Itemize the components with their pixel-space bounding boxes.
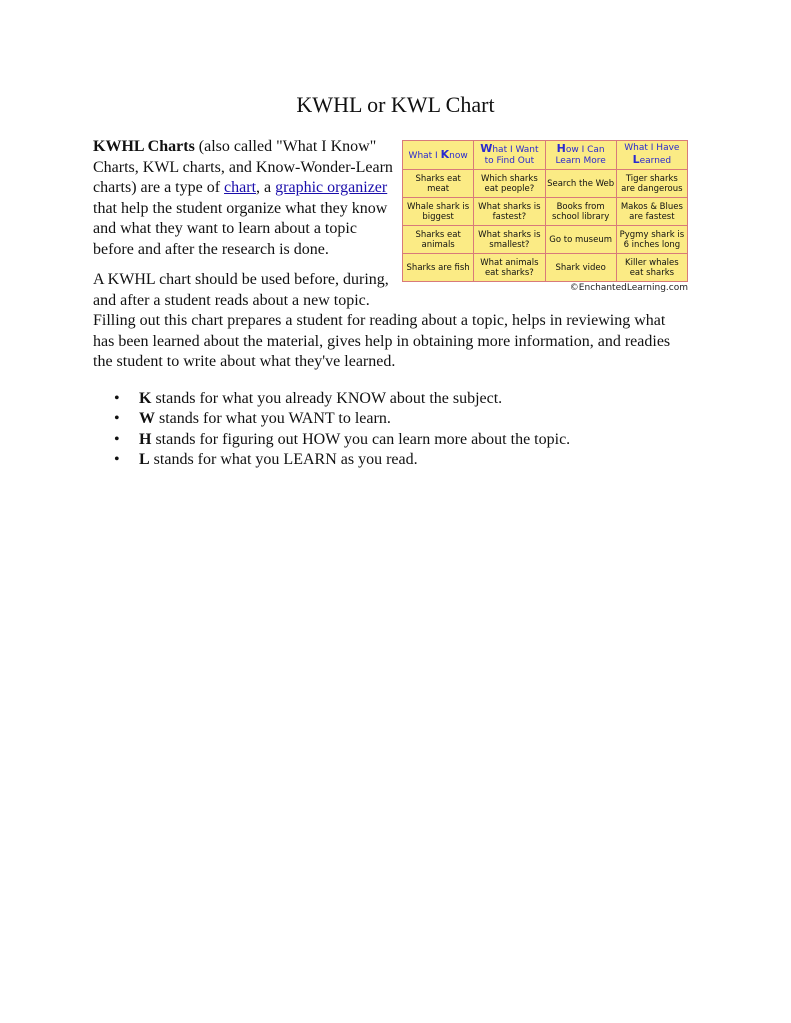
kwhl-cell: Go to museum: [545, 226, 616, 254]
kwhl-cell: What sharks is smallest?: [474, 226, 545, 254]
usage-paragraph: A KWHL chart should be used before, during, and after a student reads about a new topic. Filling out this chart prepares a student for reading about a topic, helps in reviewing what has been learned about the material, gives help in obtaining more information, and readies the student to write about what they've learned.: [93, 271, 671, 370]
kwhl-cell: Tiger sharks are dangerous: [616, 170, 687, 198]
kwhl-cell: Makos & Blues are fastest: [616, 198, 687, 226]
kwhl-chart-table: [402, 140, 688, 282]
intro-term: KWHL Charts: [93, 138, 195, 155]
kwhl-row: [403, 170, 688, 198]
list-item: • K stands for what you already KNOW about the subject.: [93, 389, 678, 410]
kwhl-cell: Killer whales eat sharks: [616, 254, 687, 282]
kwhl-cell: Search the Web: [545, 170, 616, 198]
header-how: How I Can Learn More: [545, 141, 616, 170]
intro-paragraph: KWHL Charts (also called "What I Know" Charts, KWL charts, and Know-Wonder-Learn charts) are a type of chart, a graphic organizer that help the student organize what they know and what they want to learn about a topic before and after the research is done.: [93, 138, 393, 258]
list-item: • H stands for figuring out HOW you can learn more about the topic.: [93, 430, 678, 451]
kwhl-cell: What animals eat sharks?: [474, 254, 545, 282]
kwhl-cell: Sharks eat meat: [403, 170, 474, 198]
bullet-icon: •: [114, 410, 120, 427]
kwhl-cell: Sharks are fish: [403, 254, 474, 282]
chart-link[interactable]: chart: [224, 179, 257, 196]
bullet-icon: •: [114, 451, 120, 468]
kwhl-row: [403, 198, 688, 226]
header-know: What I Know: [403, 141, 474, 170]
header-learned: What I Have Learned: [616, 141, 687, 170]
kwhl-row: [403, 254, 688, 282]
bullet-icon: •: [114, 430, 120, 448]
header-want: What I Want to Find Out: [474, 141, 545, 170]
kwhl-cell: What sharks is fastest?: [474, 198, 545, 226]
kwhl-header-row: [403, 141, 688, 170]
chart-credit: ©EnchantedLearning.com: [569, 283, 688, 293]
kwhl-cell: Whale shark is biggest: [403, 198, 474, 226]
list-item: • W stands for what you WANT to learn.: [93, 409, 678, 430]
article-body: [93, 137, 688, 471]
kwhl-cell: Books from school library: [545, 198, 616, 226]
bullet-icon: •: [114, 389, 120, 407]
list-item: • L stands for what you LEARN as you read.: [93, 450, 678, 471]
kwhl-cell: Shark video: [545, 254, 616, 282]
kwhl-letter-list: [93, 389, 678, 471]
page-title: KWHL or KWL Chart: [296, 92, 495, 117]
kwhl-cell: Pygmy shark is 6 inches long: [616, 226, 687, 254]
kwhl-cell: Which sharks eat people?: [474, 170, 545, 198]
kwhl-cell: Sharks eat animals: [403, 226, 474, 254]
kwhl-row: [403, 226, 688, 254]
graphic-organizer-link[interactable]: graphic organizer: [275, 179, 388, 196]
kwhl-chart-figure: [402, 140, 690, 294]
